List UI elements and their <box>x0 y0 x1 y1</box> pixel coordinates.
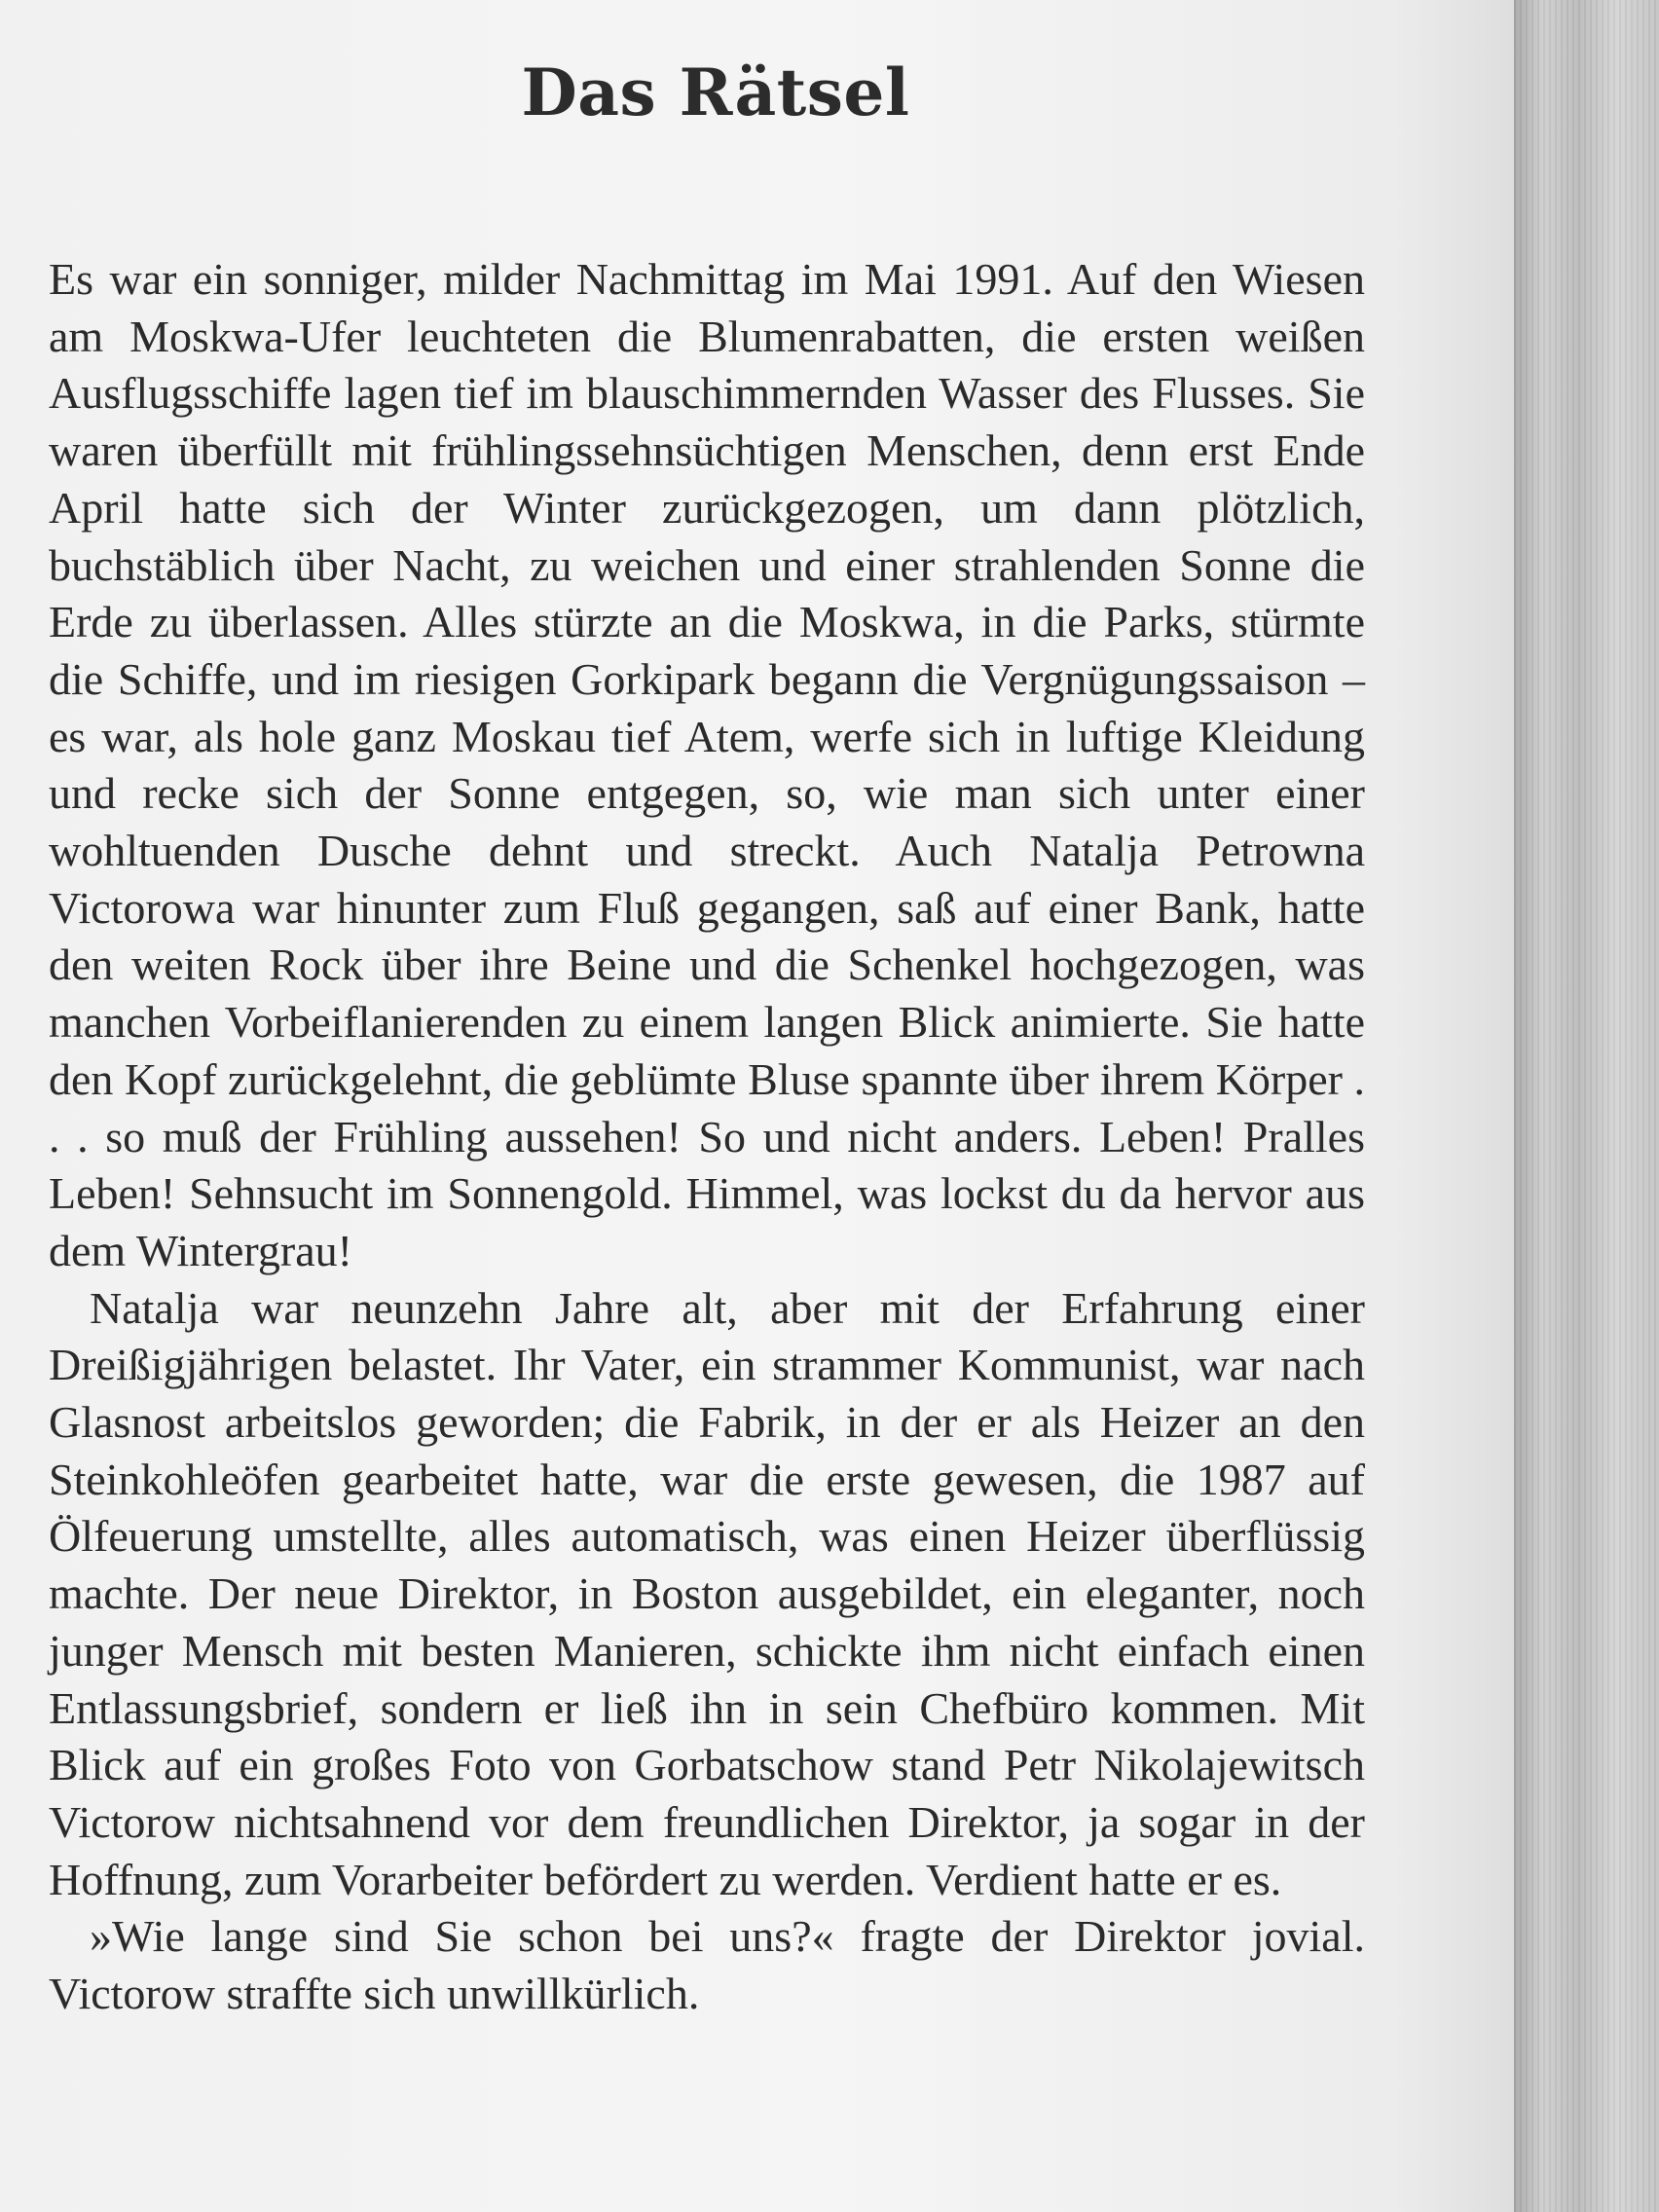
paragraph-3: »Wie lange sind Sie schon bei uns?« fragte der Direktor jovial. Victorow straffte sich unwillkürlich. <box>49 1911 1365 2019</box>
chapter-title: Das Rätsel <box>521 55 910 130</box>
chapter-body <box>49 251 1365 2023</box>
paragraph-2: Natalja war neunzehn Jahre alt, aber mit der Erfahrung einer Dreißigjährigen belastet. Ihr Vater, ein strammer Kommunist, war nach Glasnost arbeitslos geworden; die Fabrik, in der er als Heizer an den Steinkohleöfen gearbeitet hatte, war die erste gewesen, die 1987 auf Ölfeuerung umstellte, alles automatisch, was einen Heizer überflüssig machte. Der neue Direktor, in Boston ausgebildet, ein eleganter, noch junger Mensch mit besten Manieren, schickte ihm nicht einfach einen Entlassungsbrief, sondern er ließ ihn in sein Chefbüro kommen. Mit Blick auf ein großes Foto von Gorbatschow stand Petr Nikolajewitsch Victorow nichtsahnend vor dem freundlichen Direktor, ja sogar in der Hoffnung, zum Vorarbeiter befördert zu werden. Verdient hatte er es. <box>49 1282 1365 1904</box>
paragraph-1: Es war ein sonniger, milder Nachmittag im Mai 1991. Auf den Wiesen am Moskwa-Ufer leuchteten die Blumenrabatten, die ersten weißen Ausflugsschiffe lagen tief im blauschimmernden Wasser des Flusses. Sie waren überfüllt mit frühlingssehnsüchtigen Menschen, denn erst Ende April hatte sich der Winter zurückgezogen, um dann plötzlich, buchstäblich über Nacht, zu weichen und einer strahlenden Sonne die Erde zu überlassen. Alles stürzte an die Moskwa, in die Parks, stürmte die Schiffe, und im riesigen Gorkipark begann die Vergnügungssaison – es war, als hole ganz Moskau tief Atem, werfe sich in luftige Kleidung und recke sich der Sonne entgegen, so, wie man sich unter einer wohltuenden Dusche dehnt und streckt. Auch Natalja Petrowna Victorowa war hinunter zum Fluß gegangen, saß auf einer Bank, hatte den weiten Rock über ihre Beine und die Schenkel hochgezogen, was manchen Vorbeiflanierenden zu einem langen Blick animierte. Sie hatte den Kopf zurückgelehnt, die geblümte Bluse spannte über ihrem Körper . . . so muß der Frühling aussehen! So und nicht anders. Leben! Pralles Leben! Sehnsucht im Sonnengold. Himmel, was lockst du da hervor aus dem Wintergrau! <box>49 254 1365 1275</box>
adjacent-page-edge <box>1514 0 1659 2212</box>
